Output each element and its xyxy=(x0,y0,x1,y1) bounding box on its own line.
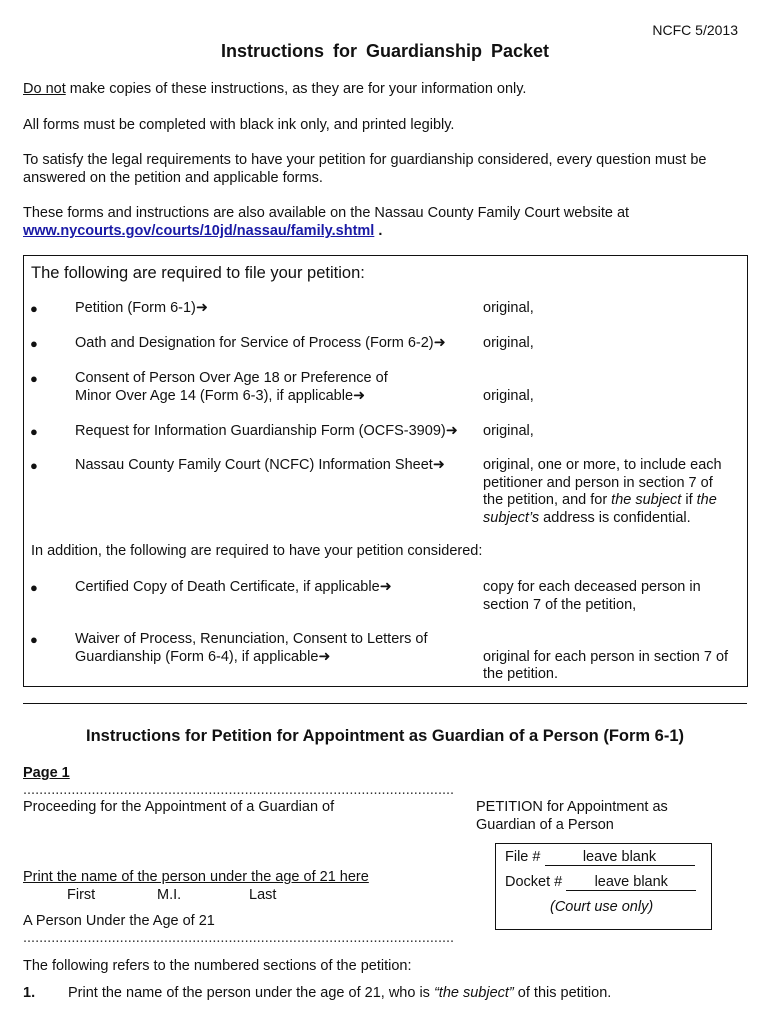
print-name-instruction: Print the name of the person under the age of 21 here xyxy=(23,869,369,885)
dotted-line-top: ........................................................................................................... xyxy=(23,782,455,798)
required-item-consent-copies: original, xyxy=(483,388,534,404)
intro-p1-rest: make copies of these instructions, as they are for your information only. xyxy=(65,81,527,97)
intro-paragraph-1 xyxy=(23,80,526,98)
additional-item-death-certificate-copies-1: copy for each deceased person in xyxy=(483,579,701,595)
dotted-line-bottom: ........................................................................................................... xyxy=(23,930,455,946)
additional-item-waiver-line-2: Guardianship (Form 6-4), if applicable➜ xyxy=(75,649,331,665)
required-item-petition: Petition (Form 6-1)➜ xyxy=(75,300,209,316)
website-line xyxy=(23,222,382,240)
additional-item-death-certificate: Certified Copy of Death Certificate, if applicable➜ xyxy=(75,579,392,595)
required-item-consent-line-1: Consent of Person Over Age 18 or Preference of xyxy=(75,370,388,386)
additional-item-waiver-copies-2: the petition. xyxy=(483,666,558,682)
item-1-number: 1. xyxy=(23,985,36,1001)
docket-number-field: Docket # leave blank xyxy=(505,874,696,891)
page-title: Instructions for Guardianship Packet xyxy=(220,41,550,61)
form-instructions-heading: Instructions for Petition for Appointment as Guardian of a Person (Form 6-1) xyxy=(85,727,684,745)
website-suffix: . xyxy=(374,223,383,239)
required-item-petition-copies: original, xyxy=(483,300,534,316)
bullet-icon: ● xyxy=(30,580,38,595)
required-item-info-sheet-copies-3: the petition, and for the subject if the xyxy=(483,492,717,508)
bullet-icon: ● xyxy=(30,371,38,386)
person-under-21-text: A Person Under the Age of 21 xyxy=(23,913,215,929)
bullet-icon: ● xyxy=(30,458,38,473)
intro-paragraph-2: All forms must be completed with black ink only, and printed legibly. xyxy=(23,117,455,133)
proceeding-text: Proceeding for the Appointment of a Guardian of xyxy=(23,799,335,815)
item-1-text: Print the name of the person under the age of 21, who is “the subject” of this petition. xyxy=(68,985,612,1001)
bullet-icon: ● xyxy=(30,301,38,316)
website-link[interactable]: www.nycourts.gov/courts/10jd/nassau/family.shtml xyxy=(23,223,375,239)
intro-paragraph-3-line-1: To satisfy the legal requirements to have your petition for guardianship considered, every question must be xyxy=(23,152,707,168)
required-item-consent-line-2: Minor Over Age 14 (Form 6-3), if applicable➜ xyxy=(75,388,366,404)
required-item-info-sheet-copies-4: subject’s address is confidential. xyxy=(483,510,691,526)
first-name-label: First xyxy=(67,887,96,903)
petition-title-line-2: Guardian of a Person xyxy=(476,817,614,833)
required-item-ocfs-copies: original, xyxy=(483,423,534,439)
intro-paragraph-3-line-2: answered on the petition and applicable forms. xyxy=(23,170,323,186)
bullet-icon: ● xyxy=(30,336,38,351)
sections-intro: The following refers to the numbered sections of the petition: xyxy=(23,958,412,974)
page-label: Page 1 xyxy=(23,765,70,781)
middle-initial-label: M.I. xyxy=(157,887,182,903)
required-item-oath: Oath and Designation for Service of Process (Form 6-2)➜ xyxy=(75,335,446,351)
additional-item-waiver-copies-1: original for each person in section 7 of xyxy=(483,649,729,665)
file-number-field: File # leave blank xyxy=(505,849,695,866)
additional-heading: In addition, the following are required to have your petition considered: xyxy=(31,543,483,559)
required-item-info-sheet: Nassau County Family Court (NCFC) Information Sheet➜ xyxy=(75,457,445,473)
required-item-oath-copies: original, xyxy=(483,335,534,351)
additional-item-waiver-line-1: Waiver of Process, Renunciation, Consent to Letters of xyxy=(75,631,428,647)
additional-item-death-certificate-copies-2: section 7 of the petition, xyxy=(483,597,637,613)
bullet-icon: ● xyxy=(30,632,38,647)
last-name-label: Last xyxy=(249,887,277,903)
required-item-ocfs: Request for Information Guardianship Form (OCFS-3909)➜ xyxy=(75,423,458,439)
docket-number-value: leave blank xyxy=(566,874,696,891)
form-code: NCFC 5/2013 xyxy=(652,22,738,38)
intro-paragraph-4-line-1: These forms and instructions are also available on the Nassau County Family Court website at xyxy=(23,205,630,221)
required-item-info-sheet-copies-2: petitioner and person in section 7 of xyxy=(483,475,713,491)
do-not-text: Do not xyxy=(23,81,66,97)
petition-title-line-1: PETITION for Appointment as xyxy=(476,799,668,815)
section-divider xyxy=(23,703,747,704)
bullet-icon: ● xyxy=(30,424,38,439)
court-use-only-note: (Court use only) xyxy=(550,899,654,915)
required-item-info-sheet-copies-1: original, one or more, to include each xyxy=(483,457,722,473)
file-number-value: leave blank xyxy=(545,849,695,866)
requirements-heading: The following are required to file your petition: xyxy=(31,264,365,282)
